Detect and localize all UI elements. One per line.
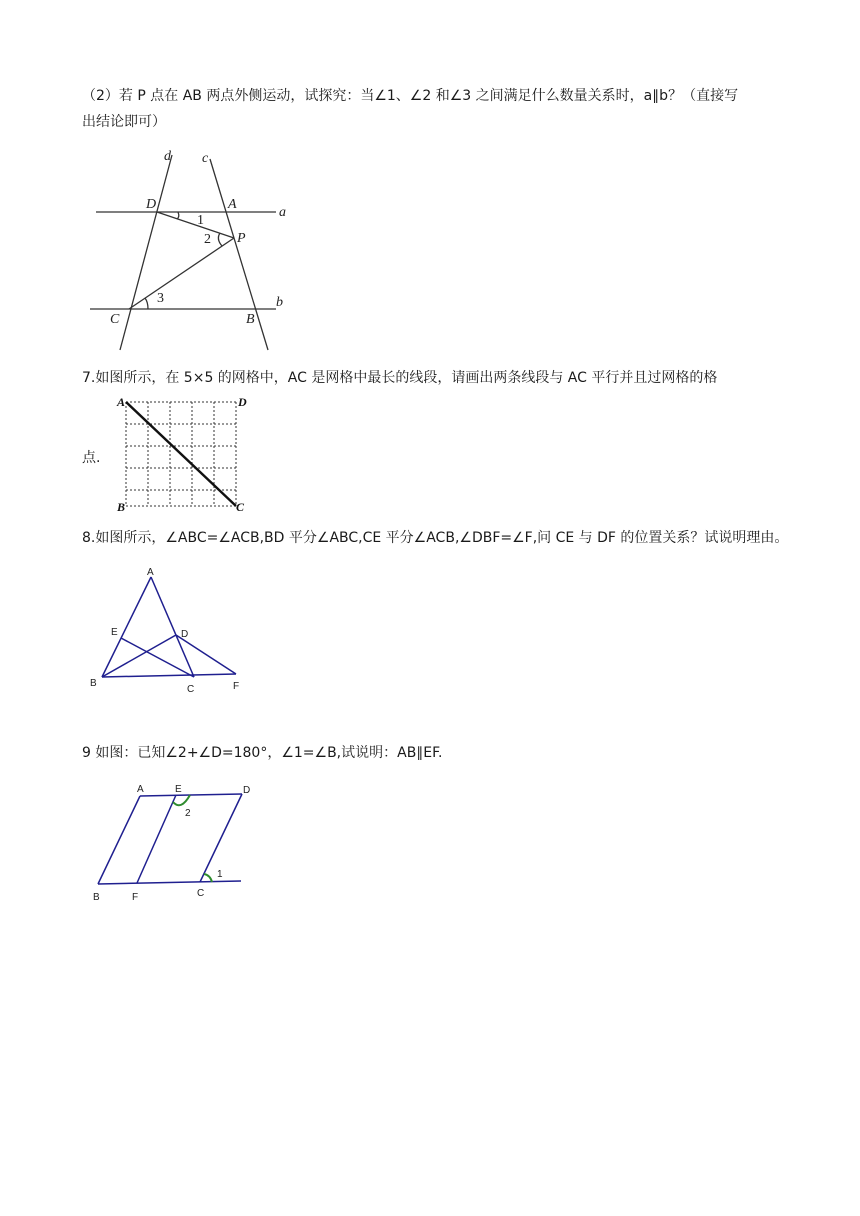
label-point-a: A	[228, 197, 237, 212]
figure-q8-triangle	[86, 565, 256, 695]
label-point-a: A	[147, 567, 154, 578]
angle-1-arc	[204, 874, 212, 882]
label-angle-2: 2	[185, 808, 191, 819]
figure-q7-grid	[114, 392, 254, 517]
line-bf	[102, 674, 236, 677]
segment-ce	[121, 638, 194, 677]
line-ad	[140, 794, 242, 796]
label-point-c: C	[197, 888, 205, 899]
q7-line1: 7.如图所示，在 5×5 的网格中，AC 是网格中最长的线段，请画出两条线段与 AC 平行并且过网格的格	[82, 370, 718, 386]
segment-dp	[157, 212, 234, 238]
label-point-c: C	[236, 500, 245, 514]
q8-text: 8.如图所示，∠ABC=∠ACB,BD 平分∠ABC,CE 平分∠ACB,∠DBF=∠F,问 CE 与 DF 的位置关系？试说明理由。	[82, 530, 789, 546]
label-point-a: A	[137, 784, 144, 795]
label-point-e: E	[175, 784, 182, 795]
label-point-c: C	[110, 312, 120, 327]
label-point-a: A	[117, 395, 126, 409]
label-point-b: B	[93, 892, 100, 903]
segment-ef	[137, 795, 176, 883]
angle-2-arc	[218, 233, 222, 246]
label-point-d: D	[238, 395, 247, 409]
side-ab	[102, 577, 151, 677]
side-ac	[151, 577, 194, 677]
angle-1-arc	[177, 212, 179, 219]
label-point-e: E	[111, 627, 118, 638]
line-c	[210, 159, 268, 350]
figure-q9-parallelograms	[86, 778, 266, 908]
q9-text: 9 如图：已知∠2+∠D=180°，∠1=∠B,试说明：AB∥EF.	[82, 745, 443, 761]
label-point-d: D	[181, 629, 189, 640]
angle-3-arc	[145, 298, 148, 309]
figure-q6-parallel-lines	[80, 145, 300, 360]
label-point-d: D	[146, 197, 157, 212]
label-line-a: a	[279, 205, 286, 220]
label-point-c: C	[187, 684, 195, 695]
label-line-d: d	[164, 149, 171, 164]
label-line-b: b	[276, 295, 283, 310]
q7-line2: 点.	[82, 450, 101, 466]
label-point-b: B	[90, 678, 97, 689]
label-angle-1: 1	[197, 213, 204, 228]
label-line-c: c	[202, 151, 209, 166]
label-point-p: P	[237, 231, 246, 246]
q6-part2-line1: （2）若 P 点在 AB 两点外侧运动，试探究：当∠1、∠2 和∠3 之间满足什么数量关系时，a∥b？（直接写	[82, 88, 739, 104]
q6-part2-line2: 出结论即可）	[82, 114, 166, 130]
label-angle-3: 3	[157, 291, 164, 306]
label-point-b: B	[117, 500, 126, 514]
segment-ab	[98, 796, 140, 884]
line-bc-extended	[98, 881, 241, 884]
label-angle-1: 1	[217, 869, 223, 880]
label-point-d: D	[243, 785, 251, 796]
label-point-b: B	[246, 312, 255, 327]
label-point-f: F	[132, 892, 139, 903]
line-d	[120, 155, 172, 350]
label-angle-2: 2	[204, 232, 211, 247]
label-point-f: F	[233, 681, 240, 692]
